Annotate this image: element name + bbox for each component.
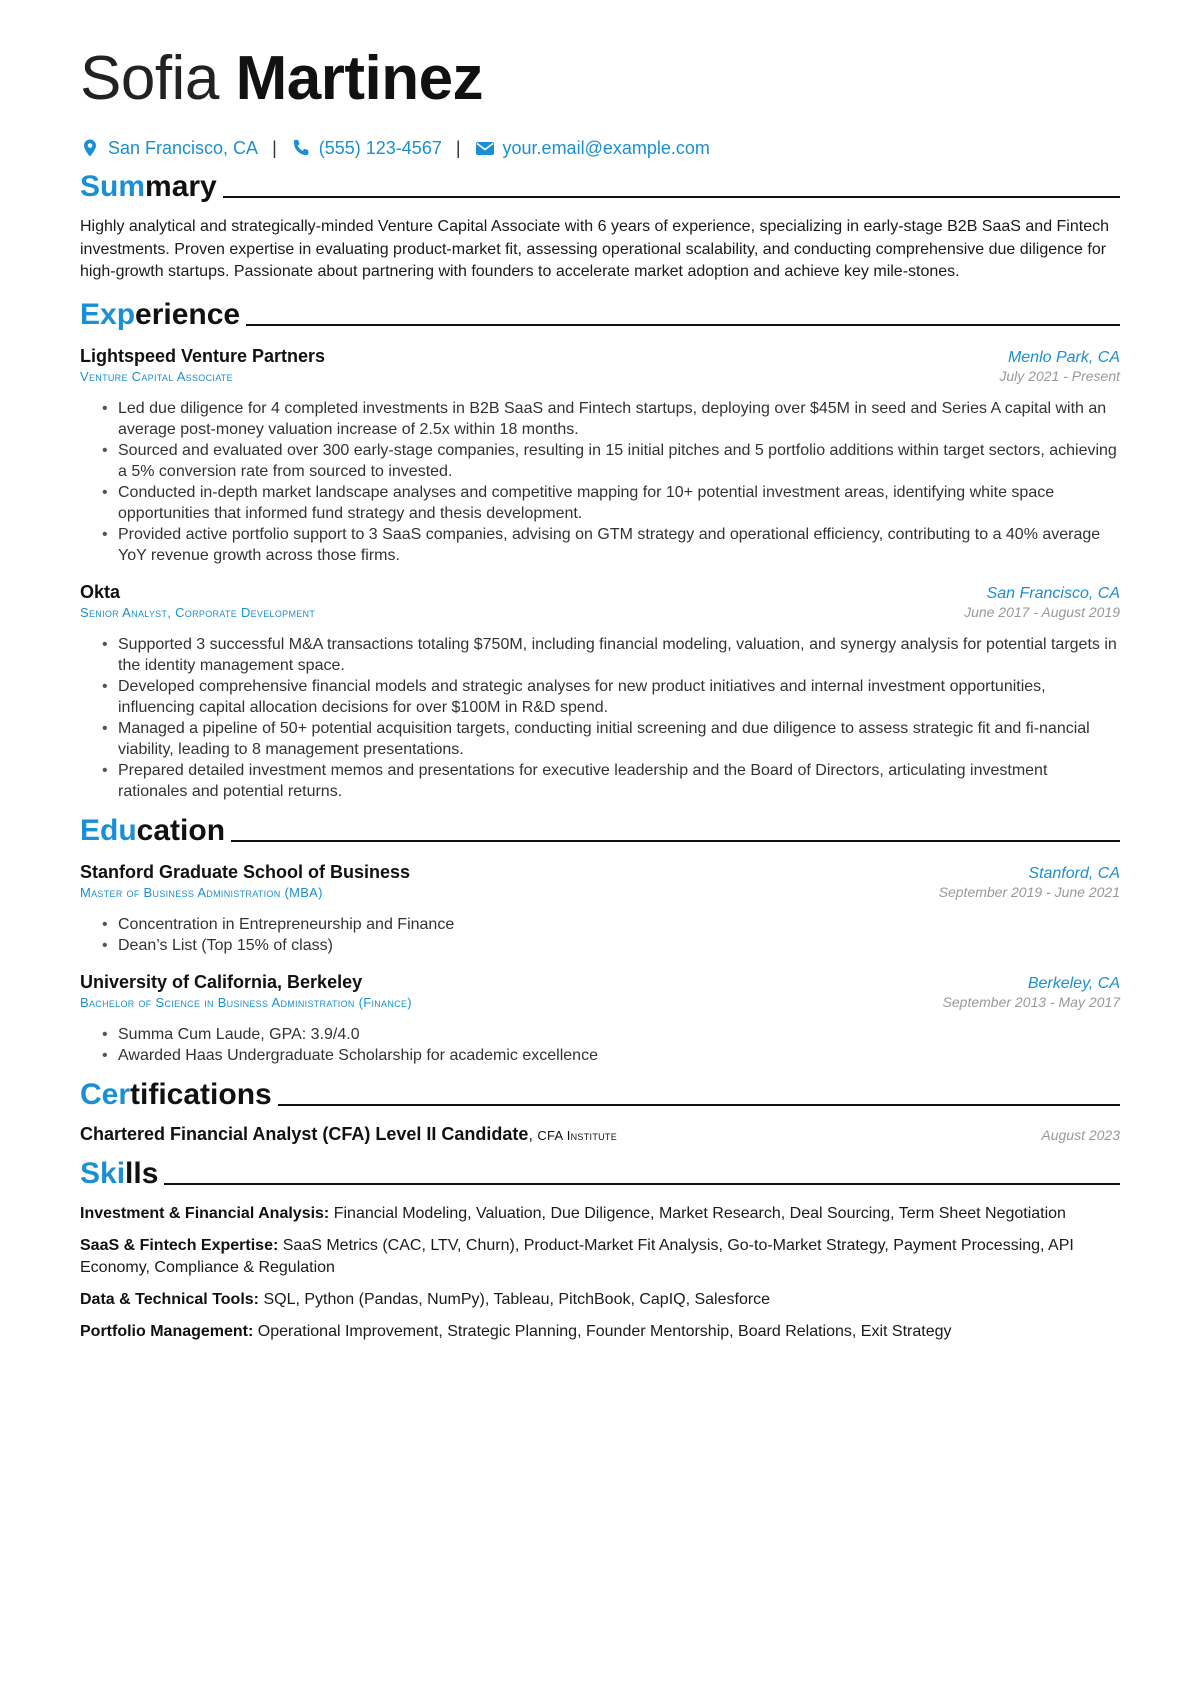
employer-name: Okta [80, 581, 121, 602]
email-text: your.email@example.com [502, 138, 710, 158]
certification-entry [80, 1124, 1120, 1145]
bullet-item: • Developed comprehensive financial models and strategic analyses for new product initiatives and internal investment opportunities, influencing capital allocation decisions for over $100M in R&D spend. [118, 676, 1120, 718]
skill-category: Portfolio Management: [80, 1322, 254, 1340]
summary-text: Highly analytical and strategically-minded Venture Capital Associate with 6 years of experience, specializing in early-stage B2B SaaS and Fintech investments. Proven expertise in evaluating product-market fit, assessing operational scalability, and conducting comprehensive due diligence for high-growth startups. Passionate about partnering with founders to accelerate market adoption and achieve key mile-stones. [80, 218, 1109, 280]
job-title: Senior Analyst, Corporate Development [80, 604, 316, 620]
section-rule [278, 1104, 1120, 1106]
bullet-item: • Supported 3 successful M&A transactions totaling $750M, including financial modeling, valuation, and synergy analysis for potential targets in the identity management space. [118, 634, 1120, 676]
education-heading [80, 814, 1120, 848]
school-name: University of California, Berkeley [80, 971, 363, 992]
skill-category: Data & Technical Tools: [80, 1290, 259, 1308]
degree-title: Master of Business Administration (MBA) [80, 884, 323, 900]
bullet-list [80, 398, 1120, 566]
contact-separator: | [272, 138, 277, 158]
experience-heading [80, 298, 1120, 332]
bullet-list [80, 1024, 1120, 1066]
skill-values: SQL, Python (Pandas, NumPy), Tableau, PitchBook, CapIQ, Salesforce [263, 1290, 771, 1308]
section-rule [223, 196, 1120, 198]
entry-dates: September 2019 - June 2021 [938, 883, 1120, 900]
section-title: Experience [80, 297, 241, 331]
education-entry [80, 862, 1120, 956]
certification-title: Chartered Financial Analyst (CFA) Level II Candidate [80, 1123, 529, 1144]
bullet-item: • Led due diligence for 4 completed investments in B2B SaaS and Fintech startups, deploying over $45M in seed and Series A capital with an average post-money valuation increase of 2.5x within 18 months. [118, 398, 1120, 440]
skill-values: Operational Improvement, Strategic Planning, Founder Mentorship, Board Relations, Exit Strategy [257, 1322, 952, 1340]
phone-icon [291, 138, 311, 158]
first-name: Sofia [80, 44, 219, 113]
contact-bar [80, 136, 1120, 160]
bullet-item: • Dean’s List (Top 15% of class) [118, 935, 1120, 956]
bullet-item: • Awarded Haas Undergraduate Scholarship for academic excellence [118, 1045, 1120, 1066]
certification-issuer: CFA Institute [537, 1127, 618, 1143]
experience-entry [80, 582, 1120, 802]
skill-values: Financial Modeling, Valuation, Due Diligence, Market Research, Deal Sourcing, Term Sheet Negotiation [333, 1204, 1066, 1222]
skill-line [80, 1203, 1120, 1225]
contact-location [80, 136, 258, 160]
entry-location: Menlo Park, CA [1007, 348, 1120, 366]
skills-heading [80, 1157, 1120, 1191]
certification-comma: , [528, 1126, 533, 1144]
entry-location: San Francisco, CA [986, 584, 1120, 602]
bullet-list [80, 634, 1120, 802]
envelope-icon [475, 138, 495, 158]
location-text: San Francisco, CA [108, 138, 259, 158]
entry-dates: July 2021 - Present [999, 367, 1120, 384]
bullet-item: • Concentration in Entrepreneurship and Finance [118, 914, 1120, 935]
contact-phone[interactable] [291, 136, 442, 160]
certifications-heading [80, 1078, 1120, 1112]
skill-line [80, 1321, 1120, 1343]
summary-heading [80, 170, 1120, 204]
school-name: Stanford Graduate School of Business [80, 861, 411, 882]
section-title: Summary [80, 170, 217, 203]
section-rule [246, 324, 1120, 326]
certification-text [80, 1124, 617, 1145]
contact-email[interactable] [475, 136, 710, 160]
section-title: Certifications [80, 1077, 272, 1111]
job-title: Venture Capital Associate [80, 368, 233, 384]
employer-name: Lightspeed Venture Partners [80, 345, 326, 366]
skill-category: Investment & Financial Analysis: [80, 1204, 330, 1222]
bullet-item: • Sourced and evaluated over 300 early-stage companies, resulting in 15 initial pitches and 5 portfolio additions within target sectors, achieving a 5% conversion rate from sourced to invested. [118, 440, 1120, 482]
bullet-item: • Conducted in-depth market landscape analyses and competitive mapping for 10+ potential investment areas, identifying white space opportunities that informed fund strategy and thesis development. [118, 482, 1120, 524]
experience-entry [80, 346, 1120, 566]
skill-line [80, 1235, 1120, 1279]
bullet-item: • Managed a pipeline of 50+ potential acquisition targets, conducting initial screening and due diligence to assess strategic fit and fi-nancial viability, leading to 8 management presentations. [118, 718, 1120, 760]
section-rule [164, 1183, 1120, 1185]
section-rule [231, 840, 1120, 842]
skill-category: SaaS & Fintech Expertise: [80, 1236, 279, 1254]
bullet-item: • Summa Cum Laude, GPA: 3.9/4.0 [118, 1024, 1120, 1045]
certification-date: August 2023 [1041, 1126, 1120, 1143]
skill-line [80, 1289, 1120, 1311]
skill-values: SaaS Metrics (CAC, LTV, Churn), Product-Market Fit Analysis, Go-to-Market Strategy, Payment Processing, API Economy, Compliance & Regulation [80, 1236, 1074, 1276]
bullet-item: • Prepared detailed investment memos and presentations for executive leadership and the Board of Directors, articulating investment rationales and potential returns. [118, 760, 1120, 802]
bullet-item: • Provided active portfolio support to 3 SaaS companies, advising on GTM strategy and operational efficiency, contributing to a 40% average YoY revenue growth across those firms. [118, 524, 1120, 566]
contact-separator: | [455, 138, 461, 158]
entry-location: Berkeley, CA [1027, 974, 1120, 992]
entry-location: Stanford, CA [1028, 864, 1120, 882]
education-entry [80, 972, 1120, 1066]
phone-text: (555) 123-4567 [318, 138, 442, 158]
degree-title: Bachelor of Science in Business Administration (Finance) [80, 994, 412, 1010]
bullet-list [80, 914, 1120, 956]
entry-dates: June 2017 - August 2019 [964, 603, 1120, 620]
candidate-name [80, 40, 1120, 118]
section-title: Education [80, 813, 226, 847]
entry-dates: September 2013 - May 2017 [942, 993, 1120, 1010]
section-title: Skills [80, 1156, 159, 1190]
map-marker-icon [80, 138, 100, 158]
last-name: Martinez [235, 44, 484, 113]
